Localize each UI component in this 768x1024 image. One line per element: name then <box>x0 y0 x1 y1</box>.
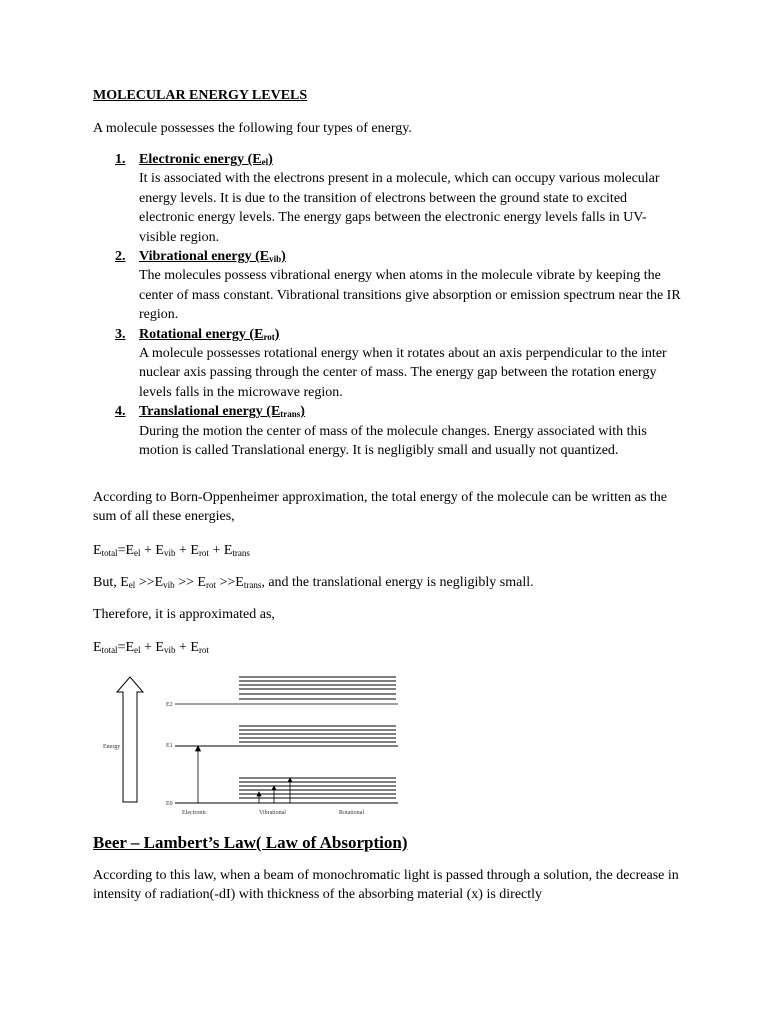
item-body: A molecule possesses rotational energy when it rotates about an axis perpendicular to the inter nuclear axis passing through the center of mass. The energy gap between the rotation energy levels falls in the microwave region. <box>139 346 667 400</box>
list-item <box>93 402 683 460</box>
energy-type-list <box>93 150 683 461</box>
energy-level-diagram <box>93 672 413 822</box>
total-energy-equation: $E_{total}=E_{el} + E_{vib} + E_{rot} + E_{trans}$ <box>93 543 250 558</box>
intro-paragraph: A molecule possesses the following four types of energy. <box>93 121 412 136</box>
page-title: MOLECULAR ENERGY LEVELS <box>93 88 308 103</box>
energy-comparison: But, $E_{el} >>E_{vib} >> E_{rot} >>E_{trans}$, and the translational energy is negligibly small. <box>93 575 534 590</box>
approximation-text: Therefore, it is approximated as, <box>93 607 275 622</box>
level-label-e0: E0 <box>166 801 173 807</box>
item-number: 4. <box>115 404 126 420</box>
list-item <box>93 325 683 403</box>
label-electronic: Electronic <box>182 810 207 816</box>
section-heading: Beer – Lambert’s Law( Law of Absorption) <box>93 833 408 852</box>
item-heading: Electronic energy $(E_{el})$ <box>139 152 273 167</box>
energy-arrow <box>117 677 143 802</box>
beer-lambert-paragraph: According to this law, when a beam of monochromatic light is passed through a solution, the decrease in intensity of radiation(-dI) with thickness of the absorbing material (x) is directly <box>93 868 679 903</box>
label-rotational: Rotational <box>339 810 364 816</box>
list-item <box>93 247 683 325</box>
vibrational-levels-e1 <box>239 726 396 742</box>
item-heading: Vibrational energy $(E_{vib})$ <box>139 249 286 265</box>
item-body: The molecules possess vibrational energy when atoms in the molecule vibrate by keeping the center of mass constant. Vibrational transitions give absorption or emission spectrum near the IR region. <box>139 268 681 323</box>
item-number: 1. <box>115 152 126 167</box>
approximated-equation: $E_{total}=E_{el} + E_{vib} + E_{rot}$ <box>93 640 209 655</box>
label-vibrational: Vibrational <box>259 810 286 816</box>
item-body: During the motion the center of mass of the molecule changes. Energy associated with this motion is called Translational energy. It is negligibly small and usually not quantized. <box>139 423 647 459</box>
vibrational-levels-e2 <box>239 677 396 699</box>
born-oppenheimer-paragraph: According to Born-Oppenheimer approximation, the total energy of the molecule can be written as the sum of all these energies, <box>93 490 667 525</box>
transition-arrows <box>196 746 293 803</box>
level-label-e2: E2 <box>166 702 173 708</box>
item-number: 3. <box>115 326 126 342</box>
item-number: 2. <box>115 249 126 265</box>
energy-axis-label: Energy <box>103 744 121 750</box>
level-label-e1: E1 <box>166 743 173 749</box>
item-heading: Translational energy $(E_{trans})$ <box>139 404 305 420</box>
vibrational-levels-e0 <box>239 778 396 798</box>
item-heading: Rotational energy $(E_{rot})$ <box>139 326 280 342</box>
list-item <box>93 150 683 247</box>
item-body: It is associated with the electrons present in a molecule, which can occupy various molecular energy levels. It is due to the transition of electrons between the ground state to excited electronic energy levels. The energy gaps between the electronic energy levels falls in UV-visible region. <box>139 171 660 245</box>
